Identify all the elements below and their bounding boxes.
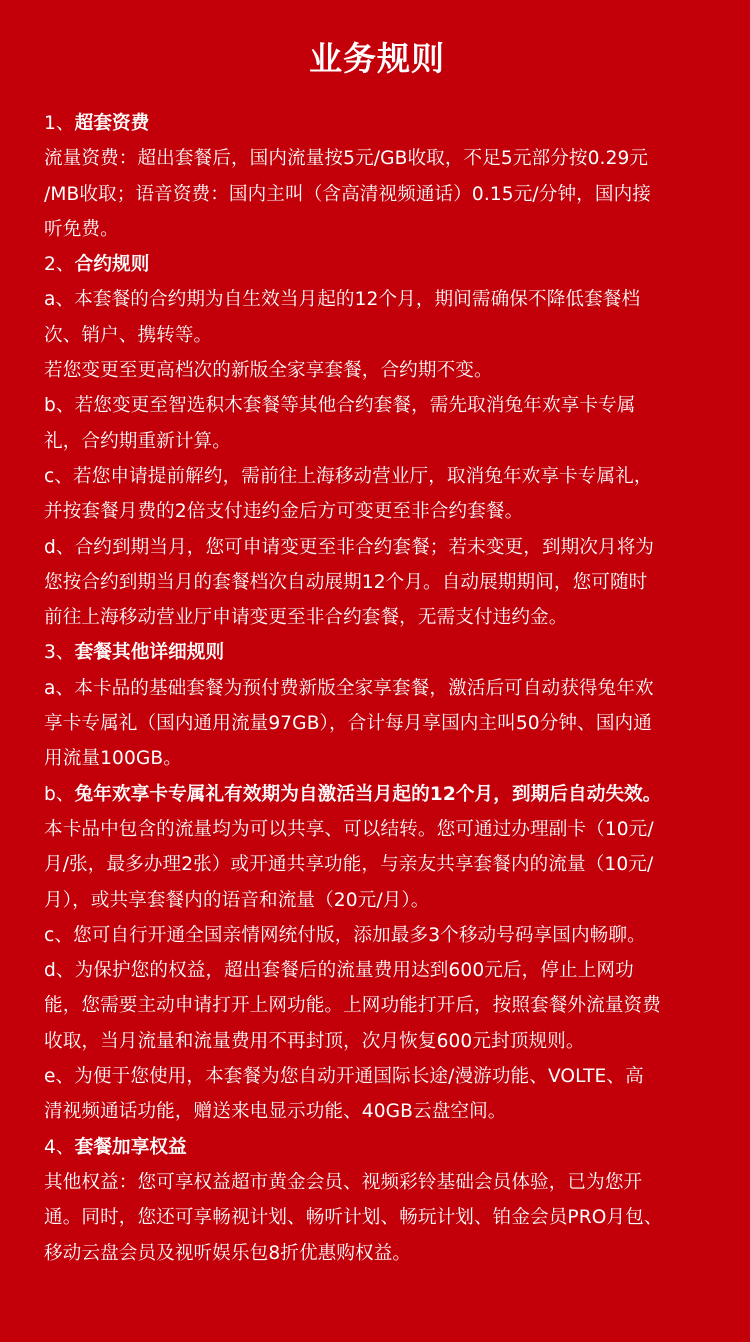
section-heading: 1、超套资费 — [44, 113, 150, 134]
section-contract-rules — [44, 247, 710, 635]
rule-line: d、为保护您的权益，超出套餐后的流量费用达到600元后，停止上网功 — [44, 960, 634, 982]
section-heading: 3、套餐其他详细规则 — [44, 642, 225, 664]
rule-line: 若您变更至更高档次的新版全家享套餐，合约期不变。 — [44, 360, 493, 382]
rule-line: 移动云盘会员及视听娱乐包8折优惠购权益。 — [44, 1242, 412, 1264]
rule-line: 月/张，最多办理2张）或开通共享功能，与亲友共享套餐内的流量（10元/ — [44, 854, 654, 876]
rule-line: 收取，当月流量和流量费用不再封顶，次月恢复600元封顶规则。 — [44, 1030, 585, 1052]
section-overage-fees — [44, 106, 710, 247]
rule-line: c、若您申请提前解约，需前往上海移动营业厅，取消兔年欢享卡专属礼， — [44, 465, 653, 487]
rule-line: 并按套餐月费的2倍支付违约金后方可变更至非合约套餐。 — [44, 501, 524, 523]
rule-line: 次、销户、携转等。 — [44, 324, 213, 346]
rule-line: d、合约到期当月，您可申请变更至非合约套餐；若未变更，到期次月将为 — [44, 536, 655, 558]
rule-line: a、本卡品的基础套餐为预付费新版全家享套餐，激活后可自动获得兔年欢 — [44, 677, 654, 699]
section-heading: 2、合约规则 — [44, 254, 150, 276]
page-title: 业务规则 — [309, 39, 445, 78]
rule-line: a、本套餐的合约期为自生效当月起的12个月，期间需确保不降低套餐档 — [44, 289, 641, 311]
rule-line: e、为便于您使用，本套餐为您自动开通国际长途/漫游功能、VOLTE、高 — [44, 1066, 644, 1088]
highlighted-rule-line: b、兔年欢享卡专属礼有效期为自激活当月起的12个月，到期后自动失效。 — [44, 783, 662, 805]
rule-line: 礼，合约期重新计算。 — [44, 430, 231, 452]
rule-line: /MB收取；语音资费：国内主叫（含高清视频通话）0.15元/分钟，国内接 — [44, 183, 651, 205]
rule-line: 通。同时，您还可享畅视计划、畅听计划、畅玩计划、铂金会员PRO月包、 — [44, 1207, 663, 1229]
rule-line: 前往上海移动营业厅申请变更至非合约套餐，无需支付违约金。 — [44, 607, 568, 629]
section-extra-benefits — [44, 1130, 710, 1271]
rule-line: 享卡专属礼（国内通用流量97GB），合计每月享国内主叫50分钟、国内通 — [44, 713, 652, 735]
rule-line: 本卡品中包含的流量均为可以共享、可以结转。您可通过办理副卡（10元/ — [44, 818, 654, 840]
rule-line: 您按合约到期当月的套餐档次自动展期12个月。自动展期期间，您可随时 — [44, 571, 648, 593]
rule-line: 流量资费：超出套餐后，国内流量按5元/GB收取，不足5元部分按0.29元 — [44, 148, 649, 170]
rule-line: 能，您需要主动申请打开上网功能。上网功能打开后，按照套餐外流量资费 — [44, 995, 661, 1017]
rule-line: 清视频通话功能，赠送来电显示功能、40GB云盘空间。 — [44, 1101, 507, 1123]
rule-line: 听免费。 — [44, 218, 119, 240]
rule-line: 月），或共享套餐内的语音和流量（20元/月）。 — [44, 889, 430, 911]
section-heading: 4、套餐加享权益 — [44, 1136, 187, 1158]
rule-line: 其他权益：您可享权益超市黄金会员、视频彩铃基础会员体验，已为您开 — [44, 1171, 643, 1193]
rule-line: 用流量100GB。 — [44, 748, 182, 770]
rule-line: c、您可自行开通全国亲情网统付版，添加最多3个移动号码享国内畅聊。 — [44, 924, 646, 946]
rule-line: b、若您变更至智选积木套餐等其他合约套餐，需先取消兔年欢享卡专属 — [44, 395, 636, 417]
section-other-detailed-rules — [44, 635, 710, 1129]
